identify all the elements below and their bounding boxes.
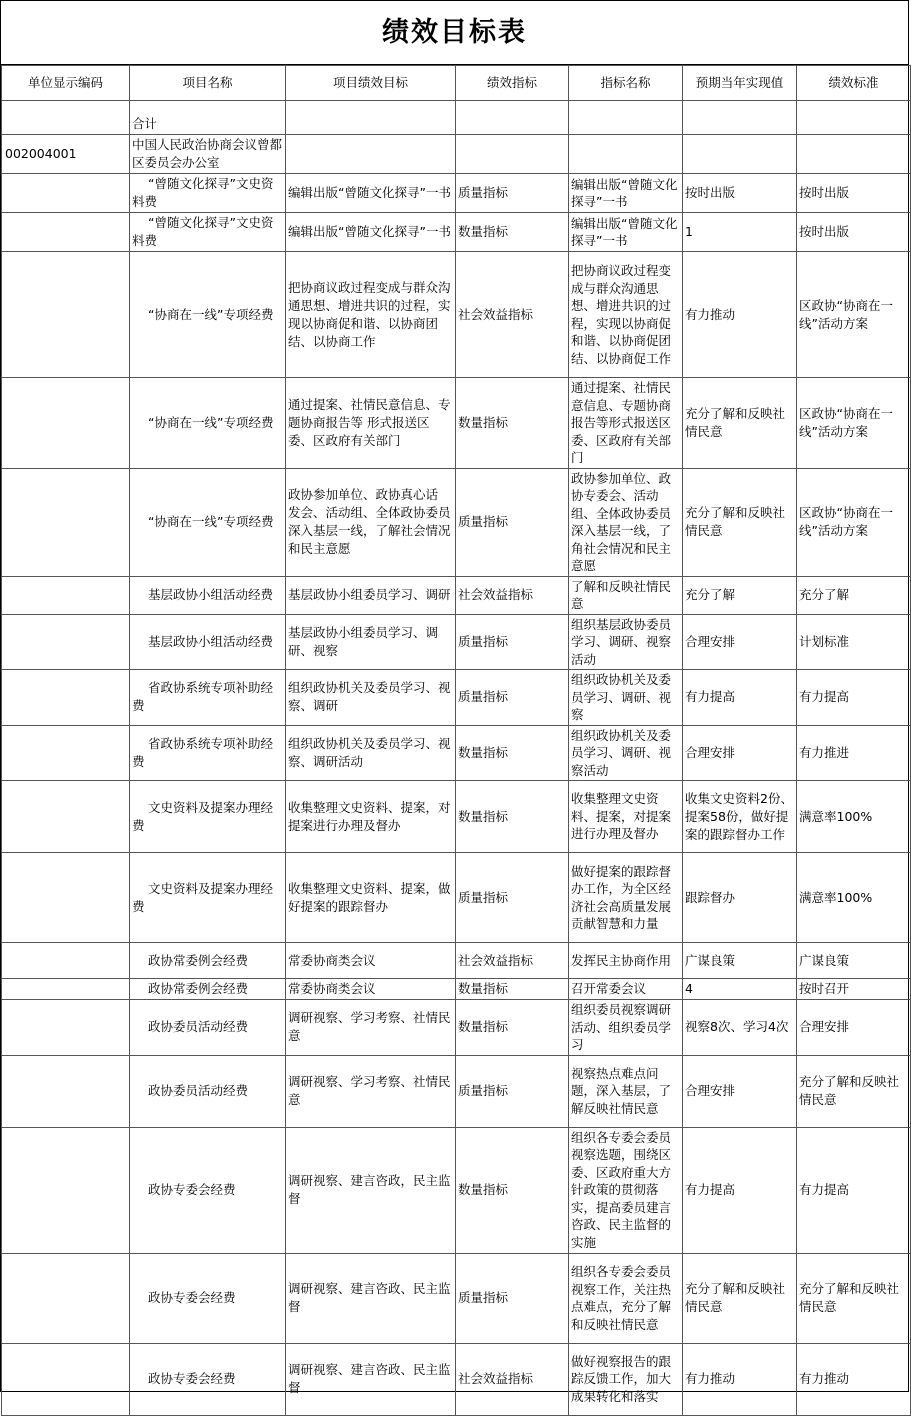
project-goal: 组织政协机关及委员学习、视察、调研: [286, 670, 456, 726]
org-code: 002004001: [2, 135, 130, 174]
expected-value: 按时出版: [683, 174, 797, 213]
project-name: “协商在一线”专项经费: [130, 378, 286, 469]
project-goal: 调研视察、建言咨政、民主监督: [286, 1253, 456, 1343]
code-cell: [2, 1343, 130, 1415]
header-goal: 项目绩效目标: [286, 66, 456, 101]
table-row: [2, 979, 911, 1000]
performance-standard: 区政协“协商在一线”活动方案: [797, 468, 911, 576]
indicator-name: 组织委员视察调研活动、组织委员学习: [569, 1000, 683, 1056]
project-goal: 通过提案、社情民意信息、专题协商报告等 形式报送区委、区政府有关部门: [286, 378, 456, 469]
org-row: [2, 135, 911, 174]
table-row: [2, 614, 911, 670]
empty-cell: [683, 101, 797, 135]
indicator-type: 质量指标: [456, 670, 569, 726]
indicator-type: 社会效益指标: [456, 576, 569, 614]
code-cell: [2, 468, 130, 576]
header-indicator-name: 指标名称: [569, 66, 683, 101]
target-table: [1, 65, 911, 1416]
table-row: [2, 1127, 911, 1253]
indicator-type: 质量指标: [456, 1055, 569, 1127]
indicator-type: 数量指标: [456, 378, 569, 469]
code-cell: [2, 781, 130, 853]
indicator-name: 组织各专委会委员视察选题，围绕区委、区政府重大方针政策的贯彻落实，提高委员建言咨政、民主监督的实施: [569, 1127, 683, 1253]
project-goal: 调研视察、学习考察、社情民意: [286, 1000, 456, 1056]
empty-cell: [286, 101, 456, 135]
indicator-name: 通过提案、社情民意信息、专题协商报告等形式报送区委、区政府有关部门: [569, 378, 683, 469]
project-name: 政协专委会经费: [130, 1253, 286, 1343]
indicator-type: 数量指标: [456, 781, 569, 853]
table-row: [2, 725, 911, 781]
table-row: [2, 378, 911, 469]
header-row: [2, 66, 911, 101]
indicator-name: 编辑出版“曾随文化探寻”一书: [569, 213, 683, 252]
indicator-name: 视察热点难点问题，深入基层，了解反映社情民意: [569, 1055, 683, 1127]
performance-standard: 有力推动: [797, 1343, 911, 1415]
empty-cell: [683, 135, 797, 174]
empty-cell: [569, 135, 683, 174]
empty-cell: [797, 101, 911, 135]
table-row: [2, 1000, 911, 1056]
header-standard: 绩效标准: [797, 66, 911, 101]
code-cell: [2, 1000, 130, 1056]
code-cell: [2, 853, 130, 943]
code-cell: [2, 979, 130, 1000]
indicator-name: 组织政协机关及委员学习、调研、视察: [569, 670, 683, 726]
project-goal: 基层政协小组委员学习、调研: [286, 576, 456, 614]
project-name: 政协专委会经费: [130, 1127, 286, 1253]
performance-standard: 按时出版: [797, 213, 911, 252]
empty-cell: [456, 135, 569, 174]
expected-value: 充分了解和反映社情民意: [683, 378, 797, 469]
code-cell: [2, 174, 130, 213]
total-label: 合计: [130, 101, 286, 135]
table-row: [2, 670, 911, 726]
performance-standard: 按时出版: [797, 174, 911, 213]
performance-standard: 广谋良策: [797, 943, 911, 979]
project-goal: 收集整理文史资料、提案，对提案进行办理及督办: [286, 781, 456, 853]
code-cell: [2, 213, 130, 252]
indicator-name: 收集整理文史资料、提案，对提案进行办理及督办: [569, 781, 683, 853]
expected-value: 视察8次、学习4次: [683, 1000, 797, 1056]
project-goal: 政协参加单位、政协真心话 发会、活动组、全体政协委员深入基层一线，了解社会情况和民主意愿: [286, 468, 456, 576]
table-row: [2, 1253, 911, 1343]
indicator-type: 社会效益指标: [456, 1343, 569, 1415]
project-name: 文史资料及提案办理经费: [130, 853, 286, 943]
code-cell: [2, 576, 130, 614]
table-row: [2, 1343, 911, 1415]
indicator-type: 质量指标: [456, 468, 569, 576]
indicator-name: 政协参加单位、政协专委会、活动组、全体政协委员深入基层一线，了角社会情况和民主意愿: [569, 468, 683, 576]
code-cell: [2, 1055, 130, 1127]
performance-standard: 区政协“协商在一线”活动方案: [797, 378, 911, 469]
empty-cell: [456, 101, 569, 135]
performance-standard: 充分了解和反映社情民意: [797, 1055, 911, 1127]
total-row: [2, 101, 911, 135]
expected-value: 有力推动: [683, 1343, 797, 1415]
code-cell: [2, 378, 130, 469]
indicator-type: 数量指标: [456, 979, 569, 1000]
project-name: 政协委员活动经费: [130, 1000, 286, 1056]
project-name: “曾随文化探寻”文史资料费: [130, 174, 286, 213]
project-name: 省政协系统专项补助经费: [130, 725, 286, 781]
empty-cell: [797, 135, 911, 174]
project-goal: 编辑出版“曾随文化探寻”一书: [286, 174, 456, 213]
project-goal: 收集整理文史资料、提案，做好提案的跟踪督办: [286, 853, 456, 943]
table-row: [2, 252, 911, 378]
table-row: [2, 853, 911, 943]
code-cell: [2, 1253, 130, 1343]
project-name: “协商在一线”专项经费: [130, 468, 286, 576]
expected-value: 1: [683, 213, 797, 252]
code-cell: [2, 614, 130, 670]
project-name: 省政协系统专项补助经费: [130, 670, 286, 726]
project-name: 政协委员活动经费: [130, 1055, 286, 1127]
table-row: [2, 576, 911, 614]
indicator-name: 组织基层政协委员学习、调研、视察活动: [569, 614, 683, 670]
expected-value: 有力提高: [683, 1127, 797, 1253]
expected-value: 有力推动: [683, 252, 797, 378]
project-name: “协商在一线”专项经费: [130, 252, 286, 378]
code-cell: [2, 252, 130, 378]
expected-value: 跟踪督办: [683, 853, 797, 943]
indicator-name: 组织政协机关及委员学习、调研、视察活动: [569, 725, 683, 781]
page-title: 绩效目标表: [1, 1, 908, 65]
table-row: [2, 1055, 911, 1127]
indicator-name: 做好视察报告的跟踪反馈工作，加大成果转化和落实: [569, 1343, 683, 1415]
expected-value: 收集文史资料2份、提案58份，做好提案的跟踪督办工作: [683, 781, 797, 853]
indicator-type: 质量指标: [456, 614, 569, 670]
performance-standard: 充分了解和反映社情民意: [797, 1253, 911, 1343]
indicator-type: 数量指标: [456, 1127, 569, 1253]
code-cell: [2, 725, 130, 781]
performance-standard: 合理安排: [797, 1000, 911, 1056]
project-goal: 调研视察、建言咨政、民主监督: [286, 1343, 456, 1415]
header-project: 项目名称: [130, 66, 286, 101]
empty-cell: [569, 101, 683, 135]
header-indicator: 绩效指标: [456, 66, 569, 101]
performance-standard: 充分了解: [797, 576, 911, 614]
project-name: 政协常委例会经费: [130, 979, 286, 1000]
performance-standard: 满意率100%: [797, 853, 911, 943]
expected-value: 合理安排: [683, 1055, 797, 1127]
project-goal: 编辑出版“曾随文化探寻”一书: [286, 213, 456, 252]
empty-cell: [286, 135, 456, 174]
header-code: 单位显示编码: [2, 66, 130, 101]
table-row: [2, 781, 911, 853]
indicator-type: 质量指标: [456, 1253, 569, 1343]
table-row: [2, 213, 911, 252]
project-goal: 常委协商类会议: [286, 979, 456, 1000]
expected-value: 充分了解: [683, 576, 797, 614]
expected-value: 充分了解和反映社情民意: [683, 1253, 797, 1343]
project-name: 文史资料及提案办理经费: [130, 781, 286, 853]
performance-standard: 有力提高: [797, 670, 911, 726]
expected-value: 4: [683, 979, 797, 1000]
indicator-name: 组织各专委会委员视察工作，关注热点难点，充分了解和反映社情民意: [569, 1253, 683, 1343]
table-row: [2, 468, 911, 576]
indicator-type: 数量指标: [456, 1000, 569, 1056]
indicator-type: 质量指标: [456, 174, 569, 213]
project-goal: 把协商议政过程变成与群众沟通思想、增进共识的过程，实现以协商促和谐、以协商团结、以协商工作: [286, 252, 456, 378]
indicator-type: 社会效益指标: [456, 252, 569, 378]
project-goal: 调研视察、建言咨政，民主监督: [286, 1127, 456, 1253]
indicator-name: 了解和反映社情民意: [569, 576, 683, 614]
performance-standard: 计划标准: [797, 614, 911, 670]
project-name: 基层政协小组活动经费: [130, 576, 286, 614]
project-goal: 基层政协小组委员学习、调研、视察: [286, 614, 456, 670]
performance-standard: 区政协“协商在一线”活动方案: [797, 252, 911, 378]
header-expected-value: 预期当年实现值: [683, 66, 797, 101]
indicator-name: 做好提案的跟踪督办工作，为全区经济社会高质量发展贡献智慧和力量: [569, 853, 683, 943]
expected-value: 有力提高: [683, 670, 797, 726]
expected-value: 充分了解和反映社情民意: [683, 468, 797, 576]
project-goal: 调研视察、学习考察、社情民意: [286, 1055, 456, 1127]
project-name: “曾随文化探寻”文史资料费: [130, 213, 286, 252]
indicator-name: 把协商议政过程变成与群众沟通思想、增进共识的过程，实现以协商促和谐、以协商促团结、以协商促工作: [569, 252, 683, 378]
expected-value: 广谋良策: [683, 943, 797, 979]
performance-standard: 有力提高: [797, 1127, 911, 1253]
project-goal: 常委协商类会议: [286, 943, 456, 979]
code-cell: [2, 1127, 130, 1253]
indicator-name: 发挥民主协商作用: [569, 943, 683, 979]
expected-value: 合理安排: [683, 725, 797, 781]
indicator-type: 质量指标: [456, 853, 569, 943]
expected-value: 合理安排: [683, 614, 797, 670]
indicator-type: 数量指标: [456, 725, 569, 781]
total-code-cell: [2, 101, 130, 135]
project-name: 政协专委会经费: [130, 1343, 286, 1415]
project-name: 基层政协小组活动经费: [130, 614, 286, 670]
table-row: [2, 174, 911, 213]
performance-standard: 按时召开: [797, 979, 911, 1000]
indicator-name: 编辑出版“曾随文化探寻”一书: [569, 174, 683, 213]
project-goal: 组织政协机关及委员学习、视察、调研活动: [286, 725, 456, 781]
performance-standard: 满意率100%: [797, 781, 911, 853]
performance-standard: 有力推进: [797, 725, 911, 781]
org-name: 中国人民政治协商会议曾都区委员会办公室: [130, 135, 286, 174]
indicator-name: 召开常委会议: [569, 979, 683, 1000]
table-row: [2, 943, 911, 979]
project-name: 政协常委例会经费: [130, 943, 286, 979]
code-cell: [2, 670, 130, 726]
indicator-type: 数量指标: [456, 213, 569, 252]
indicator-type: 社会效益指标: [456, 943, 569, 979]
code-cell: [2, 943, 130, 979]
